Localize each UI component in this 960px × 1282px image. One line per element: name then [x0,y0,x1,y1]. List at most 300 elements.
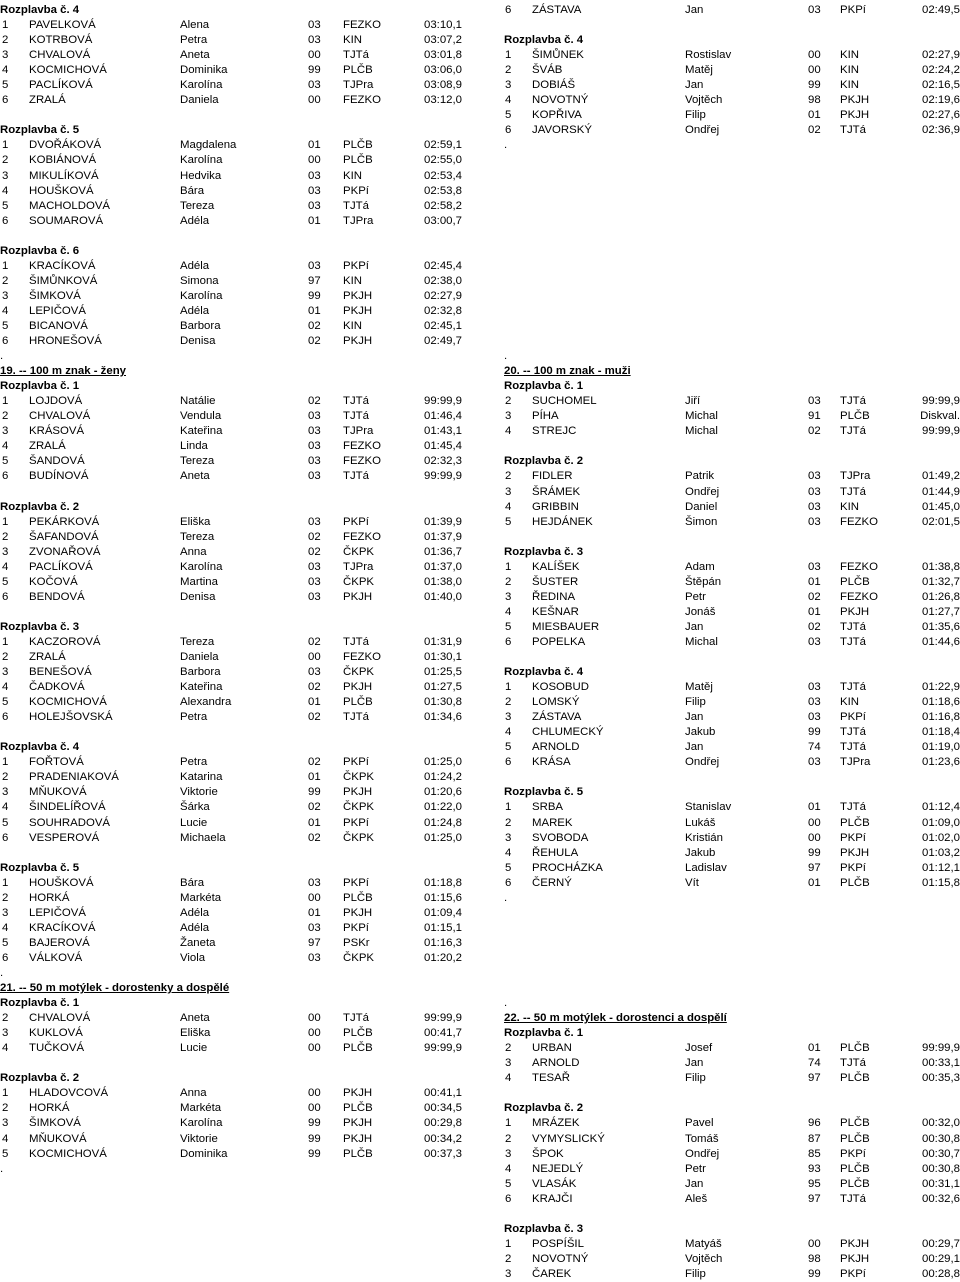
club: KIN [840,696,859,709]
time: 02:53,8 [423,184,462,197]
birth-year: 03 [308,199,321,212]
lane-number: 3 [505,410,512,423]
result-row [504,725,960,740]
lane-number: 6 [2,94,9,107]
blank-line [504,153,960,168]
lane-number: 3 [505,590,512,603]
surname: PAVELKOVÁ [29,19,96,32]
first-name: Žaneta [180,936,216,949]
first-name: Ladislav [685,861,727,874]
result-row [504,605,960,620]
time: 03:00,7 [423,214,462,227]
surname: KEŠNAR [532,605,579,618]
heat-heading: Rozplavba č. 2 [504,455,584,468]
birth-year: 01 [308,304,321,317]
birth-year: 97 [808,1192,821,1205]
surname: ZÁSTAVA [532,4,582,16]
time: 01:09,0 [921,816,960,829]
surname: POPELKA [532,635,586,648]
birth-year: 98 [808,94,821,107]
result-row [0,259,470,274]
birth-year: 03 [308,184,321,197]
surname: HLADOVCOVÁ [29,1087,109,1100]
time: 01:09,4 [423,906,462,919]
result-row [504,620,960,635]
lane-number: 4 [2,801,9,814]
lane-number: 3 [2,1027,9,1040]
separator-dot: . [0,350,4,363]
surname: TUČKOVÁ [29,1042,85,1055]
first-name: Tereza [180,530,215,543]
lane-number: 4 [2,560,9,573]
club: TJTá [840,485,866,498]
club: PKJH [343,289,373,302]
result-row [0,214,470,229]
result-row [504,846,960,861]
birth-year: 96 [808,1117,821,1130]
club: KIN [343,274,362,287]
club: PKPí [840,1267,866,1280]
result-row [0,710,470,725]
lane-number: 2 [505,696,512,709]
results-column-left [0,3,470,1177]
time: 01:23,6 [921,756,960,769]
birth-year: 02 [308,756,321,769]
first-name: Filip [685,1072,706,1085]
club: TJTá [343,49,369,62]
surname: ČADKOVÁ [29,681,85,694]
result-row [504,485,960,500]
lane-number: 1 [2,756,9,769]
first-name: Filip [685,696,706,709]
club: ČKPK [343,666,375,679]
time: 00:32,6 [921,1192,960,1205]
club: KIN [840,64,859,77]
heat-heading: Rozplavba č. 4 [0,4,80,16]
club: TJPra [840,470,871,483]
birth-year: 02 [808,124,821,137]
surname: KRACÍKOVÁ [29,259,96,272]
result-row [0,78,470,93]
lane-number: 1 [2,876,9,889]
first-name: Jan [685,1057,704,1070]
birth-year: 02 [308,395,321,408]
result-row [0,424,470,439]
club: ČKPK [343,771,375,784]
birth-year: 99 [808,726,821,739]
club: PKJH [343,1132,373,1145]
heat-heading: Rozplavba č. 1 [0,997,80,1010]
blank-line [504,1207,960,1222]
blank-line [504,981,960,996]
result-row [0,304,470,319]
lane-number: 5 [2,696,9,709]
surname: CHLUMECKÝ [532,726,604,739]
club: TJTá [840,681,866,694]
time: 01:16,8 [921,711,960,724]
birth-year: 03 [308,470,321,483]
blank-line [504,966,960,981]
time: 99:99,9 [423,1042,462,1055]
blank-line [504,259,960,274]
lane-number: 3 [2,906,9,919]
first-name: Tereza [180,199,215,212]
lane-number: 1 [2,259,9,272]
club: PLČB [840,1117,870,1130]
lane-number: 4 [505,500,512,513]
first-name: Jan [685,1177,704,1190]
first-name: Denisa [180,335,216,348]
time: 01:46,4 [423,410,462,423]
club: TJTá [840,425,866,438]
time: 00:29,7 [921,1237,960,1250]
result-row [0,590,470,605]
time: 01:49,2 [921,470,960,483]
club: KIN [840,79,859,92]
blank-line [0,846,470,861]
time: 02:27,9 [423,289,462,302]
time: 03:07,2 [423,34,462,47]
birth-year: 03 [808,470,821,483]
result-row [0,650,470,665]
club: PKJH [343,304,373,317]
surname: KOPŘIVA [532,109,582,122]
club: PLČB [343,1042,373,1055]
result-row [504,108,960,123]
result-row [0,33,470,48]
surname: URBAN [532,1042,572,1055]
birth-year: 02 [308,831,321,844]
surname: ŘEDINA [532,590,576,603]
birth-year: 03 [308,560,321,573]
result-row [0,199,470,214]
result-row [0,785,470,800]
lane-number: 3 [505,1267,512,1280]
first-name: Jakub [685,726,716,739]
first-name: Filip [685,1267,706,1280]
result-row [0,93,470,108]
birth-year: 03 [308,590,321,603]
lane-number: 2 [505,470,512,483]
surname: CHVALOVÁ [29,49,91,62]
first-name: Šimon [685,515,718,528]
first-name: Jiří [685,395,701,408]
lane-number: 6 [2,470,9,483]
club: PLČB [343,696,373,709]
club: TJTá [840,1057,866,1070]
first-name: Matěj [685,681,713,694]
heat-heading: Rozplavba č. 2 [504,1102,584,1115]
result-row [0,18,470,33]
blank-line [0,108,470,123]
time: Diskval. [920,410,960,423]
first-name: Michal [685,410,718,423]
birth-year: 02 [808,620,821,633]
time: 01:39,9 [423,515,462,528]
separator-dot: . [504,350,508,363]
lane-number: 1 [505,560,512,573]
first-name: Pavel [685,1117,714,1130]
birth-year: 02 [308,319,321,332]
lane-number: 5 [505,741,512,754]
blank-line [504,530,960,545]
lane-number: 5 [505,861,512,874]
blank-line [504,319,960,334]
club: PKPí [840,4,866,16]
lane-number: 3 [505,711,512,724]
result-row [0,921,470,936]
result-row [0,1026,470,1041]
surname: ŠUSTER [532,575,579,588]
club: PLČB [343,1027,373,1040]
first-name: Kateřina [180,681,223,694]
first-name: Jan [685,79,704,92]
surname: MACHOLDOVÁ [29,199,111,212]
result-row [0,439,470,454]
result-row [0,680,470,695]
birth-year: 99 [308,786,321,799]
surname: MIKULÍKOVÁ [29,169,99,182]
result-row [0,530,470,545]
heat-heading: Rozplavba č. 1 [0,380,80,393]
club: PKPí [343,756,369,769]
club: KIN [840,49,859,62]
time: 02:16,5 [921,79,960,92]
club: TJPra [343,560,374,573]
result-row [504,680,960,695]
club: FEZKO [840,560,878,573]
time: 01:02,0 [921,831,960,844]
time: 01:20,2 [423,951,462,964]
first-name: Barbora [180,319,221,332]
surname: SVOBODA [532,831,589,844]
lane-number: 2 [2,34,9,47]
surname: SRBA [532,801,564,814]
lane-number: 2 [2,154,9,167]
result-row [504,394,960,409]
first-name: Michal [685,425,718,438]
birth-year: 03 [308,19,321,32]
lane-number: 6 [505,124,512,137]
lane-number: 6 [2,590,9,603]
birth-year: 99 [808,79,821,92]
surname: PACLÍKOVÁ [29,79,93,92]
heat-heading: Rozplavba č. 5 [0,861,80,874]
club: PKJH [840,1252,870,1265]
surname: VLASÁK [532,1177,577,1190]
birth-year: 02 [808,425,821,438]
time: 01:19,0 [921,741,960,754]
lane-number: 5 [2,319,9,332]
birth-year: 03 [308,34,321,47]
lane-number: 3 [505,831,512,844]
surname: ARNOLD [532,1057,580,1070]
time: 02:01,5 [921,515,960,528]
birth-year: 01 [808,801,821,814]
time: 00:35,3 [921,1072,960,1085]
first-name: Viktorie [180,1132,218,1145]
time: 00:31,1 [921,1177,960,1190]
first-name: Linda [180,440,208,453]
birth-year: 01 [808,605,821,618]
lane-number: 4 [2,1042,9,1055]
first-name: Lucie [180,1042,208,1055]
result-row [504,93,960,108]
first-name: Kristián [685,831,723,844]
result-row [0,153,470,168]
club: TJTá [343,199,369,212]
lane-number: 6 [2,711,9,724]
club: PKJH [840,1237,870,1250]
lane-number: 2 [2,1102,9,1115]
club: TJPra [343,79,374,92]
surname: DOBIÁŠ [532,79,576,92]
first-name: Petra [180,34,208,47]
lane-number: 6 [2,335,9,348]
club: FEZKO [343,19,381,32]
club: ČKPK [343,801,375,814]
birth-year: 03 [808,395,821,408]
club: TJTá [343,1012,369,1025]
birth-year: 03 [308,455,321,468]
result-row [0,906,470,921]
club: TJTá [840,635,866,648]
birth-year: 01 [808,109,821,122]
first-name: Ondřej [685,756,720,769]
surname: VÁLKOVÁ [29,951,83,964]
lane-number: 6 [2,214,9,227]
result-row [504,695,960,710]
time: 00:32,0 [921,1117,960,1130]
first-name: Bára [180,184,205,197]
surname: CHVALOVÁ [29,410,91,423]
blank-line [504,906,960,921]
heat-heading: Rozplavba č. 4 [504,34,584,47]
birth-year: 02 [308,801,321,814]
lane-number: 3 [505,79,512,92]
club: PLČB [343,139,373,152]
time: 01:30,1 [423,651,462,664]
club: TJTá [840,620,866,633]
lane-number: 5 [2,816,9,829]
surname: HOLEJŠOVSKÁ [29,711,113,724]
lane-number: 1 [505,681,512,694]
result-row [0,138,470,153]
surname: ARNOLD [532,741,580,754]
result-row [0,816,470,831]
club: PKPí [343,921,369,934]
time: 00:37,3 [423,1147,462,1160]
result-row [504,123,960,138]
result-row [504,560,960,575]
surname: BENDOVÁ [29,590,85,603]
first-name: Bára [180,876,205,889]
result-row [0,469,470,484]
lane-number: 2 [2,891,9,904]
result-row [504,1162,960,1177]
surname: HRONEŠOVÁ [29,335,102,348]
blank-line [504,274,960,289]
heat-heading: Rozplavba č. 2 [0,500,80,513]
birth-year: 03 [308,921,321,934]
lane-number: 3 [2,666,9,679]
club: TJPra [343,425,374,438]
first-name: Denisa [180,590,216,603]
time: 03:06,0 [423,64,462,77]
event-title: 19. -- 100 m znak - ženy [0,365,126,378]
lane-number: 2 [2,771,9,784]
lane-number: 5 [505,515,512,528]
birth-year: 03 [308,951,321,964]
blank-line [504,18,960,33]
blank-line [0,605,470,620]
result-row [504,755,960,770]
time: 01:44,6 [921,635,960,648]
birth-year: 99 [808,846,821,859]
first-name: Patrik [685,470,715,483]
surname: STREJC [532,425,577,438]
birth-year: 03 [808,485,821,498]
time: 01:26,8 [921,590,960,603]
time: 01:15,8 [921,876,960,889]
result-row [504,424,960,439]
lane-number: 2 [505,64,512,77]
surname: BENEŠOVÁ [29,666,92,679]
result-row [504,1267,960,1282]
club: PLČB [840,876,870,889]
surname: NEJEDLÝ [532,1162,584,1175]
birth-year: 91 [808,410,821,423]
birth-year: 93 [808,1162,821,1175]
surname: KOCMICHOVÁ [29,64,107,77]
time: 01:34,6 [423,711,462,724]
time: 02:49,5 [921,4,960,16]
club: PLČB [840,1177,870,1190]
result-row [504,1252,960,1267]
surname: CHVALOVÁ [29,1012,91,1025]
result-row [504,1132,960,1147]
time: 00:34,5 [423,1102,462,1115]
result-row [504,635,960,650]
lane-number: 2 [2,530,9,543]
surname: VESPEROVÁ [29,831,100,844]
lane-number: 4 [505,425,512,438]
lane-number: 4 [505,1162,512,1175]
heat-heading: Rozplavba č. 2 [0,1072,80,1085]
surname: KALÍŠEK [532,560,580,573]
result-row [504,740,960,755]
club: PKJH [343,786,373,799]
birth-year: 97 [808,1072,821,1085]
birth-year: 03 [308,410,321,423]
time: 99:99,9 [423,470,462,483]
surname: PACLÍKOVÁ [29,560,93,573]
heat-heading: Rozplavba č. 5 [0,124,80,137]
club: PKPí [840,861,866,874]
blank-line [504,936,960,951]
club: PKPí [343,184,369,197]
time: 01:15,1 [423,921,462,934]
birth-year: 97 [308,274,321,287]
lane-number: 5 [505,620,512,633]
result-row [504,48,960,63]
surname: KRÁSOVÁ [29,425,85,438]
result-row [0,409,470,424]
lane-number: 2 [505,1132,512,1145]
result-row [0,891,470,906]
surname: ŘEHULA [532,846,579,859]
club: PKJH [343,906,373,919]
